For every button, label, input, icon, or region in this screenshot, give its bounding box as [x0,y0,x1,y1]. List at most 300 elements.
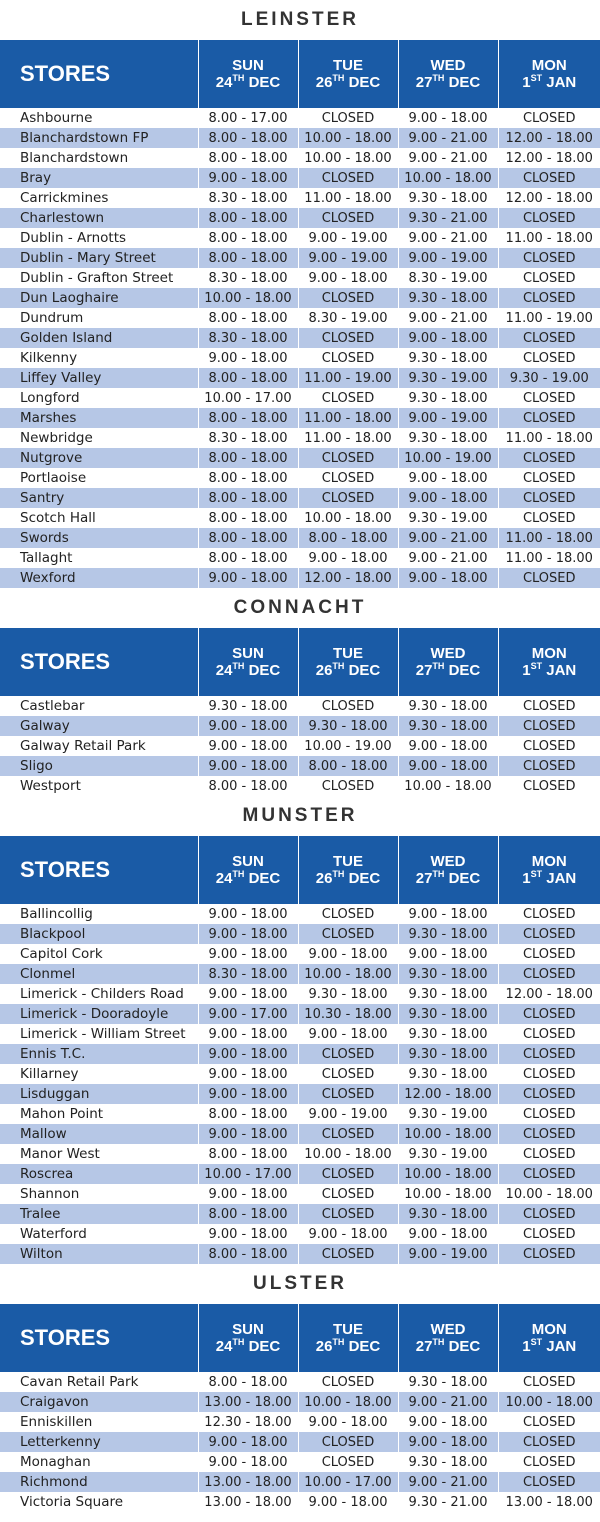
opening-hours: 9.00 - 18.00 [298,268,398,288]
opening-hours: 12.00 - 18.00 [298,568,398,588]
opening-hours: 8.00 - 18.00 [198,128,298,148]
opening-hours: 12.30 - 18.00 [198,1412,298,1432]
opening-hours: 8.30 - 18.00 [198,964,298,984]
store-row [0,128,600,148]
opening-hours: CLOSED [498,448,600,468]
opening-hours: CLOSED [498,756,600,776]
opening-hours: 9.00 - 18.00 [198,736,298,756]
opening-hours: 10.00 - 18.00 [298,964,398,984]
day-header [298,836,398,904]
opening-hours: CLOSED [498,904,600,925]
opening-hours: 8.30 - 18.00 [198,428,298,448]
store-row [0,1024,600,1044]
opening-hours: CLOSED [298,108,398,129]
date-month: DEC [448,869,481,887]
opening-hours: 8.00 - 18.00 [198,508,298,528]
store-row [0,548,600,568]
opening-hours: CLOSED [298,1084,398,1104]
store-row [0,568,600,588]
stores-header: STORES [0,1304,198,1372]
day-name: SUN [232,56,264,74]
store-name: Blanchardstown [0,148,198,168]
opening-hours: 9.00 - 18.00 [198,924,298,944]
day-header [398,1304,498,1372]
day-name: TUE [333,1320,363,1338]
opening-hours: 9.30 - 18.00 [398,428,498,448]
store-name: Capitol Cork [0,944,198,964]
opening-hours: 9.00 - 21.00 [398,308,498,328]
opening-hours: 8.30 - 19.00 [398,268,498,288]
store-row [0,924,600,944]
store-row [0,1412,600,1432]
store-name: Nutgrove [0,448,198,468]
opening-hours: 9.00 - 21.00 [398,1392,498,1412]
store-name: Santry [0,488,198,508]
opening-hours: 10.00 - 18.00 [398,1184,498,1204]
store-name: Letterkenny [0,1432,198,1452]
opening-hours: CLOSED [498,736,600,756]
store-row [0,1044,600,1064]
opening-hours: 8.00 - 18.00 [198,488,298,508]
opening-hours: CLOSED [498,208,600,228]
region-section [0,0,600,588]
store-name: Killarney [0,1064,198,1084]
day-header [398,40,498,108]
opening-hours: 13.00 - 18.00 [498,1492,600,1512]
opening-hours: 8.00 - 18.00 [198,148,298,168]
day-name: MON [531,56,567,74]
opening-hours: 9.30 - 18.00 [398,1044,498,1064]
opening-hours: 9.30 - 18.00 [398,1004,498,1024]
day-date [199,1338,298,1355]
day-date [299,662,398,679]
opening-hours: 9.00 - 18.00 [198,904,298,925]
opening-hours: CLOSED [298,696,398,717]
opening-hours: 9.30 - 18.00 [398,1024,498,1044]
opening-hours: 8.00 - 18.00 [198,528,298,548]
store-row [0,964,600,984]
opening-hours: 11.00 - 18.00 [498,528,600,548]
opening-hours: 9.30 - 19.00 [398,368,498,388]
opening-hours: 8.00 - 18.00 [198,1204,298,1224]
store-name: Tallaght [0,548,198,568]
store-name: Cavan Retail Park [0,1372,198,1393]
store-name: Shannon [0,1184,198,1204]
opening-hours: 9.30 - 18.00 [398,288,498,308]
opening-hours: CLOSED [498,328,600,348]
date-number: 24 [215,661,233,679]
opening-hours: 9.30 - 18.00 [398,964,498,984]
store-name: Scotch Hall [0,508,198,528]
opening-hours: CLOSED [498,1124,600,1144]
day-header [298,40,398,108]
day-name: SUN [232,852,264,870]
opening-hours: 10.00 - 19.00 [298,736,398,756]
date-suffix: TH [232,868,245,879]
store-name: Ballincollig [0,904,198,925]
store-name: Bray [0,168,198,188]
store-row [0,188,600,208]
opening-hours: CLOSED [498,508,600,528]
opening-hours: CLOSED [498,1104,600,1124]
opening-hours: CLOSED [498,1204,600,1224]
opening-hours: 9.00 - 18.00 [398,756,498,776]
opening-hours: 10.00 - 18.00 [398,168,498,188]
opening-hours: 9.00 - 18.00 [298,1224,398,1244]
store-name: Charlestown [0,208,198,228]
opening-hours: 8.00 - 18.00 [198,208,298,228]
store-name: Dublin - Arnotts [0,228,198,248]
day-header [398,836,498,904]
store-name: Clonmel [0,964,198,984]
store-row [0,268,600,288]
opening-hours: 9.30 - 18.00 [398,924,498,944]
store-row [0,148,600,168]
region-title: MUNSTER [242,805,358,826]
day-date [399,870,498,887]
opening-hours: CLOSED [298,924,398,944]
opening-hours: 12.00 - 18.00 [498,128,600,148]
region-section [0,1264,600,1512]
store-row [0,368,600,388]
day-name: TUE [333,644,363,662]
opening-hours: 10.00 - 18.00 [498,1392,600,1412]
opening-hours: CLOSED [498,1412,600,1432]
store-name: Liffey Valley [0,368,198,388]
day-header [198,628,298,696]
day-date [299,74,398,91]
day-header [498,1304,600,1372]
opening-hours: CLOSED [498,348,600,368]
opening-hours: 13.00 - 18.00 [198,1492,298,1512]
opening-hours: 9.30 - 18.00 [398,388,498,408]
opening-hours: 9.00 - 18.00 [198,1432,298,1452]
date-suffix: TH [432,868,445,879]
store-name: Galway [0,716,198,736]
opening-hours: CLOSED [298,288,398,308]
day-header [398,628,498,696]
opening-hours: 9.00 - 21.00 [398,1472,498,1492]
header-row [0,40,600,108]
opening-hours: 9.00 - 19.00 [398,1244,498,1264]
opening-hours: 9.00 - 18.00 [298,944,398,964]
date-suffix: TH [232,1336,245,1347]
date-number: 27 [415,1337,433,1355]
day-header [298,628,398,696]
opening-hours: 9.30 - 18.00 [398,1452,498,1472]
opening-hours: CLOSED [498,1432,600,1452]
opening-hours: 9.00 - 21.00 [398,128,498,148]
store-name: Carrickmines [0,188,198,208]
opening-hours: 9.30 - 21.00 [398,208,498,228]
opening-hours: 10.00 - 19.00 [398,448,498,468]
opening-hours: CLOSED [298,1452,398,1472]
opening-hours: CLOSED [498,1024,600,1044]
region-title: CONNACHT [233,597,367,618]
opening-hours: 11.00 - 18.00 [498,548,600,568]
opening-hours: 9.00 - 18.00 [398,1412,498,1432]
store-row [0,388,600,408]
store-row [0,428,600,448]
store-row [0,1124,600,1144]
store-row [0,448,600,468]
store-name: Waterford [0,1224,198,1244]
opening-hours: 9.00 - 18.00 [198,1124,298,1144]
store-row [0,348,600,368]
store-row [0,1492,600,1512]
opening-hours: 9.00 - 19.00 [298,1104,398,1124]
opening-hours: 11.00 - 18.00 [498,228,600,248]
opening-hours: 9.00 - 21.00 [398,548,498,568]
date-number: 24 [215,869,233,887]
day-name: MON [531,644,567,662]
opening-hours: CLOSED [498,924,600,944]
store-row [0,228,600,248]
opening-hours: CLOSED [498,1084,600,1104]
opening-hours: 9.30 - 21.00 [398,1492,498,1512]
day-date [299,1338,398,1355]
opening-hours: CLOSED [498,568,600,588]
store-name: Castlebar [0,696,198,717]
opening-hours: CLOSED [498,1044,600,1064]
opening-hours: 11.00 - 18.00 [298,428,398,448]
date-number: 24 [215,73,233,91]
date-month: JAN [546,869,577,887]
date-month: DEC [348,661,381,679]
stores-header: STORES [0,628,198,696]
store-row [0,168,600,188]
store-row [0,1224,600,1244]
region-section [0,588,600,796]
store-name: Ennis T.C. [0,1044,198,1064]
store-row [0,328,600,348]
date-month: DEC [348,1337,381,1355]
opening-hours: 9.30 - 18.00 [398,348,498,368]
opening-hours: 9.00 - 19.00 [398,248,498,268]
opening-hours: 9.00 - 18.00 [198,1452,298,1472]
opening-hours: CLOSED [298,1184,398,1204]
store-row [0,1452,600,1472]
opening-hours: CLOSED [298,1064,398,1084]
opening-hours: 9.00 - 18.00 [398,944,498,964]
opening-hours: CLOSED [498,944,600,964]
opening-hours: 9.00 - 18.00 [198,348,298,368]
opening-hours: CLOSED [498,696,600,717]
day-header [198,1304,298,1372]
opening-hours: 9.00 - 19.00 [398,408,498,428]
store-row [0,308,600,328]
date-suffix: ST [530,72,543,83]
day-date [399,662,498,679]
opening-hours: CLOSED [498,168,600,188]
opening-hours: 10.00 - 18.00 [298,1392,398,1412]
store-hours-table [0,628,600,796]
opening-hours: 8.00 - 18.00 [198,408,298,428]
store-row [0,736,600,756]
opening-hours: 9.00 - 18.00 [198,568,298,588]
day-header [498,40,600,108]
store-name: Ashbourne [0,108,198,129]
date-number: 27 [415,73,433,91]
opening-hours: 9.00 - 18.00 [198,756,298,776]
opening-hours: 8.00 - 18.00 [198,448,298,468]
opening-hours: CLOSED [498,488,600,508]
store-row [0,508,600,528]
opening-hours: CLOSED [298,1044,398,1064]
opening-hours: 9.00 - 19.00 [298,248,398,268]
opening-hours: 9.30 - 18.00 [298,716,398,736]
store-name: Blanchardstown FP [0,128,198,148]
opening-hours: CLOSED [498,268,600,288]
opening-hours: CLOSED [498,388,600,408]
opening-hours: CLOSED [298,1244,398,1264]
day-header [298,1304,398,1372]
store-name: Craigavon [0,1392,198,1412]
opening-hours: CLOSED [298,208,398,228]
opening-hours: 9.00 - 18.00 [198,1024,298,1044]
store-name: Westport [0,776,198,796]
date-number: 26 [315,869,333,887]
region-title: ULSTER [253,1273,347,1294]
opening-hours: 12.00 - 18.00 [498,188,600,208]
store-row [0,1244,600,1264]
store-row [0,1432,600,1452]
store-row [0,1104,600,1124]
opening-hours: 9.00 - 18.00 [198,1044,298,1064]
day-date [199,74,298,91]
date-month: JAN [546,661,577,679]
opening-hours: CLOSED [498,1164,600,1184]
opening-hours: CLOSED [498,288,600,308]
opening-hours: 9.30 - 18.00 [298,984,398,1004]
store-row [0,696,600,717]
opening-hours: CLOSED [498,248,600,268]
opening-hours: CLOSED [298,1124,398,1144]
store-name: Marshes [0,408,198,428]
store-name: Richmond [0,1472,198,1492]
day-name: MON [531,852,567,870]
store-name: Longford [0,388,198,408]
opening-hours: 8.00 - 17.00 [198,108,298,129]
day-date [199,662,298,679]
opening-hours: 9.00 - 18.00 [398,736,498,756]
opening-hours: 10.00 - 17.00 [298,1472,398,1492]
opening-hours: 9.00 - 18.00 [198,1224,298,1244]
store-name: Manor West [0,1144,198,1164]
store-row [0,528,600,548]
opening-hours: CLOSED [498,408,600,428]
date-suffix: TH [332,1336,345,1347]
date-number: 24 [215,1337,233,1355]
day-header [198,40,298,108]
day-header [198,836,298,904]
day-name: WED [430,56,466,74]
opening-hours: 10.00 - 18.00 [298,508,398,528]
store-name: Newbridge [0,428,198,448]
date-month: JAN [546,73,577,91]
opening-hours: CLOSED [498,1064,600,1084]
opening-hours: CLOSED [298,348,398,368]
stores-header: STORES [0,836,198,904]
date-number: 1 [522,661,531,679]
opening-hours: CLOSED [298,904,398,925]
opening-hours: 9.00 - 18.00 [198,1084,298,1104]
date-suffix: TH [332,868,345,879]
opening-hours: 10.00 - 18.00 [198,288,298,308]
date-number: 26 [315,73,333,91]
store-name: Dublin - Mary Street [0,248,198,268]
opening-hours: 8.30 - 18.00 [198,328,298,348]
opening-hours: 9.00 - 19.00 [298,228,398,248]
day-name: WED [430,852,466,870]
date-suffix: TH [432,72,445,83]
store-row [0,408,600,428]
store-row [0,108,600,129]
opening-hours: 10.00 - 18.00 [498,1184,600,1204]
opening-hours: 13.00 - 18.00 [198,1472,298,1492]
store-row [0,716,600,736]
header-row [0,1304,600,1372]
date-number: 27 [415,661,433,679]
store-hours-table [0,40,600,588]
store-row [0,488,600,508]
date-number: 1 [522,73,531,91]
store-name: Limerick - Dooradoyle [0,1004,198,1024]
opening-hours: 9.30 - 19.00 [398,508,498,528]
opening-hours: 9.00 - 18.00 [298,1024,398,1044]
date-month: DEC [248,1337,281,1355]
opening-hours: 8.00 - 18.00 [198,776,298,796]
opening-hours: 10.00 - 18.00 [298,1144,398,1164]
opening-hours: CLOSED [498,1224,600,1244]
opening-hours: 8.00 - 18.00 [298,528,398,548]
opening-hours: CLOSED [498,1372,600,1393]
day-date [299,870,398,887]
day-date [399,74,498,91]
store-name: Enniskillen [0,1412,198,1432]
store-hours-table [0,836,600,1264]
opening-hours: 9.30 - 18.00 [398,984,498,1004]
opening-hours: 9.00 - 18.00 [198,716,298,736]
opening-hours: 9.00 - 21.00 [398,228,498,248]
store-name: Victoria Square [0,1492,198,1512]
opening-hours: 9.00 - 18.00 [198,944,298,964]
opening-hours: 10.30 - 18.00 [298,1004,398,1024]
date-month: DEC [448,73,481,91]
opening-hours: CLOSED [298,468,398,488]
opening-hours: 9.00 - 21.00 [398,528,498,548]
opening-hours: 11.00 - 18.00 [498,428,600,448]
store-name: Blackpool [0,924,198,944]
day-header [498,836,600,904]
date-number: 26 [315,661,333,679]
opening-hours: 8.00 - 18.00 [198,248,298,268]
store-name: Dublin - Grafton Street [0,268,198,288]
opening-hours: 9.00 - 18.00 [398,488,498,508]
store-row [0,288,600,308]
opening-hours: CLOSED [498,964,600,984]
date-month: DEC [248,73,281,91]
date-month: JAN [546,1337,577,1355]
store-name: Wilton [0,1244,198,1264]
date-suffix: TH [332,72,345,83]
date-suffix: ST [530,660,543,671]
opening-hours: 8.00 - 18.00 [198,548,298,568]
opening-hours: 9.00 - 18.00 [398,904,498,925]
store-name: Kilkenny [0,348,198,368]
store-row [0,1004,600,1024]
opening-hours: 10.00 - 17.00 [198,388,298,408]
